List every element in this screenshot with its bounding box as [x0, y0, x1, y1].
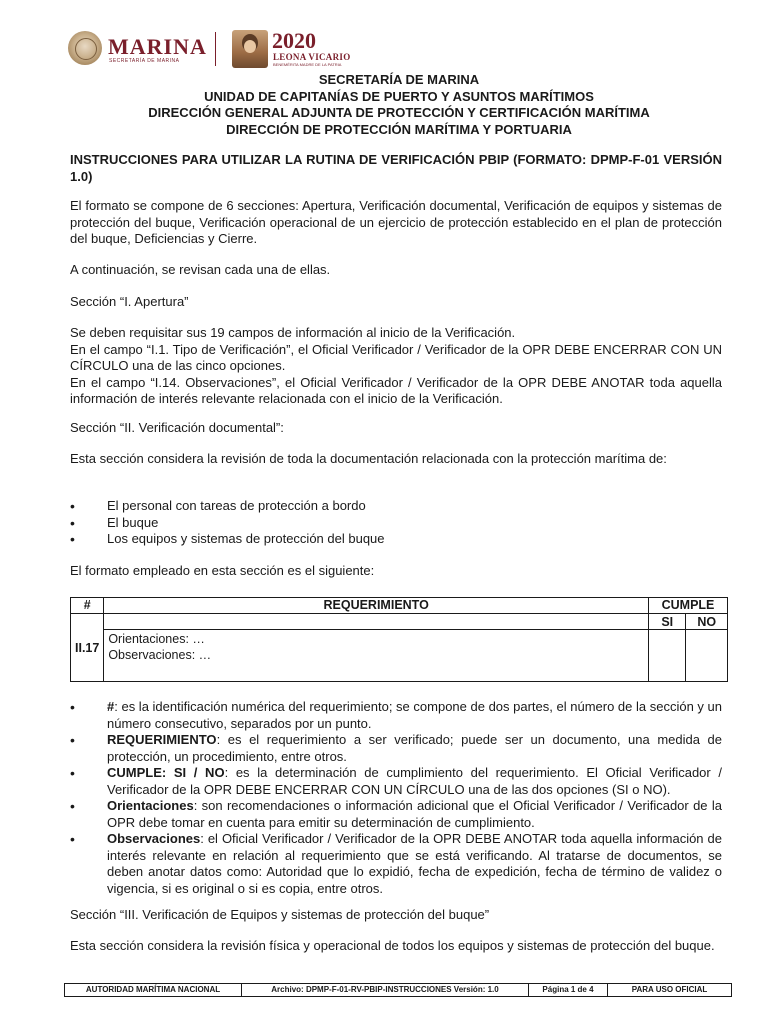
navy-seal-logo — [68, 31, 102, 65]
format-intro: El formato empleado en esta sección es el siguiente: — [70, 563, 375, 578]
definition-term: # — [107, 699, 115, 714]
continuation-paragraph: A continuación, se revisan cada una de ellas. — [70, 262, 331, 277]
definition-term: REQUERIMIENTO — [107, 732, 217, 747]
year-logo: 2020 — [272, 28, 316, 53]
title-line: DIRECCIÓN DE PROTECCIÓN MARÍTIMA Y PORTUARIA — [226, 121, 572, 137]
column-header-requirement: REQUERIMIENTO — [104, 598, 649, 614]
definition-text: : son recomendaciones o información adicional que el Oficial Verificador / Verificador de la OPR debe tomar en cuenta para emitir su determinación de cumplimiento. — [107, 798, 722, 830]
section-2-description: Esta sección considera la revisión de toda la documentación relacionada con la protección marítima de: — [70, 451, 667, 466]
column-header-number: # — [71, 598, 104, 614]
section-1-line: En el campo “I.1. Tipo de Verificación”, el Oficial Verificador / Verificador de la OPR DEBE ENCERRAR CON UN CÍRCULO una de las cinco opciones. — [70, 341, 722, 373]
definition-term: CUMPLE: SI / NO — [107, 765, 225, 780]
cell-si — [649, 630, 686, 682]
section-2-title: Sección “II. Verificación documental”: — [70, 420, 284, 435]
intro-paragraph: El formato se compone de 6 secciones: Apertura, Verificación documental, Verificación de equipos y sistemas de protección del buque, Verificación operacional de un ejercicio de protección establecido en el plan de protección del buque, Deficiencias y Cierre. — [70, 198, 722, 246]
page-footer — [64, 983, 732, 997]
requirement-id: II.17 — [71, 614, 104, 682]
requirement-table — [70, 597, 728, 682]
section-1-body — [70, 325, 722, 408]
footer-file: Archivo: DPMP-F-01-RV-PBIP-INSTRUCCIONES Versión: 1.0 — [242, 984, 529, 996]
title-line: SECRETARÍA DE MARINA — [318, 72, 480, 87]
definition-text: : es la identificación numérica del requerimiento; se compone de dos partes, el número de la sección y un número consecutivo, separados por un punto. — [107, 699, 722, 731]
header-logos — [68, 28, 368, 70]
list-item: • El buque — [70, 515, 722, 532]
section-2-bullet-list — [70, 498, 722, 548]
title-line: UNIDAD DE CAPITANÍAS DE PUERTO Y ASUNTOS MARÍTIMOS — [204, 88, 594, 104]
list-item — [70, 765, 722, 798]
footer-classification: PARA USO OFICIAL — [631, 985, 708, 994]
definition-text: : es el requerimiento a ser verificado; puede ser un documento, una medida de protección, un procedimiento, entre otros. — [107, 732, 722, 764]
list-item — [70, 831, 722, 897]
section-1-line: Se deben requisitar sus 19 campos de información al inicio de la Verificación. — [70, 325, 516, 340]
list-item: • El personal con tareas de protección a bordo — [70, 498, 722, 515]
list-item: • Los equipos y sistemas de protección del buque — [70, 531, 722, 548]
definition-text: : es la determinación de cumplimiento del requerimiento. El Oficial Verificador / Verificador de la OPR DEBE ENCERRAR CON UN CÍRCULO una de las dos opciones (SI o NO). — [107, 765, 723, 797]
column-header-no: NO — [686, 614, 728, 630]
footer-authority: AUTORIDAD MARÍTIMA NACIONAL — [65, 984, 242, 996]
section-1-title: Sección “I. Apertura” — [70, 294, 189, 309]
cell-no — [686, 630, 728, 682]
column-header-si: SI — [649, 614, 686, 630]
observaciones-text: Observaciones: … — [108, 648, 212, 662]
year-logo-name: LEONA VICARIO — [273, 52, 351, 62]
definitions-list — [70, 699, 722, 897]
logo-divider — [215, 32, 216, 66]
list-item — [70, 798, 722, 831]
year-logo-caption: BENEMÉRITA MADRE DE LA PATRIA — [273, 62, 342, 67]
section-3-description: Esta sección considera la revisión física y operacional de todos los equipos y sistemas de protección del buque. — [70, 938, 715, 953]
section-1-line: En el campo “I.14. Observaciones”, el Oficial Verificador / Verificador de la OPR DEBE ANOTAR toda aquella información de interés relevante relacionada con el inicio de la Verificación. — [70, 374, 722, 406]
definition-text: : el Oficial Verificador / Verificador de la OPR DEBE ANOTAR toda aquella información de interés relevante en relación al requerimiento que se está verificando. Al tratarse de documentos, se deben anotar datos como: Autoridad que lo expidió, fecha de expedición, fecha de término de validez o vigencia, si es original o si es copia, entre otros. — [107, 831, 722, 896]
definition-term: Orientaciones — [107, 798, 194, 813]
document-titles — [70, 72, 728, 138]
brand-name: MARINA — [108, 34, 207, 59]
section-3-title: Sección “III. Verificación de Equipos y sistemas de protección del buque” — [70, 907, 490, 922]
leona-vicario-portrait — [232, 30, 268, 68]
list-item — [70, 699, 722, 732]
orientaciones-text: Orientaciones: … — [108, 632, 205, 646]
list-item — [70, 732, 722, 765]
definition-term: Observaciones — [107, 831, 201, 846]
requirement-details — [104, 630, 649, 682]
column-header-cumple: CUMPLE — [649, 598, 728, 614]
instructions-heading: INSTRUCCIONES PARA UTILIZAR LA RUTINA DE VERIFICACIÓN PBIP (FORMATO: DPMP-F-01 VERSIÓN 1.0) — [70, 152, 722, 184]
brand-subtitle: SECRETARÍA DE MARINA — [109, 58, 180, 64]
title-line: DIRECCIÓN GENERAL ADJUNTA DE PROTECCIÓN Y CERTIFICACIÓN MARÍTIMA — [148, 105, 650, 120]
footer-page-number: Página 1 de 4 — [529, 984, 608, 996]
